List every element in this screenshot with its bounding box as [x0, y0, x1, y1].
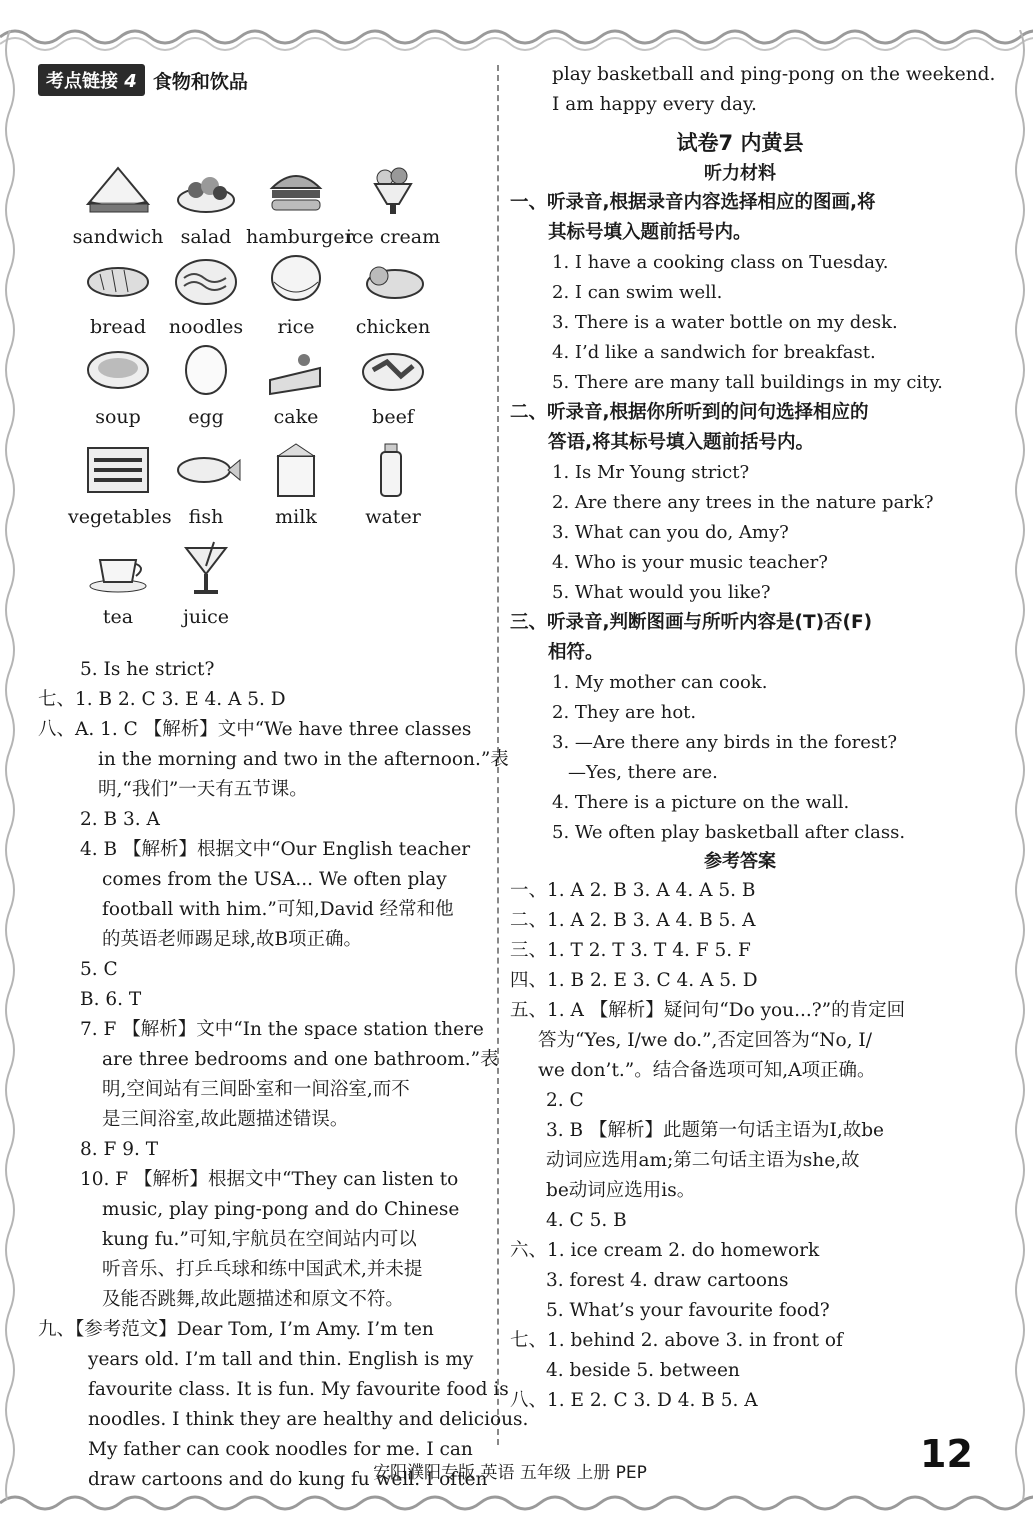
left-line: 5. Is he strict? — [80, 659, 215, 680]
answer-line: 3. forest 4. draw cartoons — [546, 1270, 789, 1291]
food-label: fish — [188, 506, 224, 528]
answer-line: 七、1. behind 2. above 3. in front of — [510, 1330, 843, 1351]
bread-icon — [82, 250, 154, 308]
tea-icon — [82, 540, 154, 598]
q3-heading-2: 相符。 — [548, 642, 604, 663]
food-item-beef — [343, 340, 443, 428]
food-item-chicken — [343, 250, 443, 338]
answer-line: 六、1. ice cream 2. do homework — [510, 1240, 820, 1261]
food-item-milk — [246, 440, 346, 528]
food-item-vegetables — [68, 440, 172, 528]
food-label: beef — [372, 406, 414, 428]
food-item-fish — [156, 440, 256, 528]
water-icon — [357, 440, 429, 498]
vegetables-icon — [82, 440, 154, 498]
food-item-rice — [246, 250, 346, 338]
food-item-bread — [68, 250, 168, 338]
listening-item: 4. Who is your music teacher? — [552, 552, 828, 573]
essay-continuation — [520, 60, 996, 120]
food-label: juice — [182, 606, 230, 628]
left-line: years old. I’m tall and thin. English is my — [88, 1349, 474, 1370]
footer-text: 安阳濮阳专版 英语 五年级 上册 PEP — [373, 1463, 647, 1483]
food-label: ice cream — [345, 226, 441, 248]
section-header — [38, 60, 488, 100]
left-line: 九、【参考范文】Dear Tom, I’m Amy. I’m ten — [38, 1319, 434, 1340]
left-line: 七、1. B 2. C 3. E 4. A 5. D — [38, 689, 286, 710]
food-label: noodles — [168, 316, 244, 338]
salad-icon — [170, 160, 242, 218]
left-line: 2. B 3. A — [80, 809, 160, 830]
answer-line: 五、1. A 【解析】疑问句“Do you...?”的肯定回 — [510, 1000, 906, 1021]
food-label: soup — [95, 406, 141, 428]
answer-line: 三、1. T 2. T 3. T 4. F 5. F — [510, 940, 751, 961]
juice-icon — [170, 540, 242, 598]
noodles-icon — [170, 250, 242, 308]
right-wave-border — [1010, 30, 1030, 1500]
left-line: football with him.”可知,David 经常和他 — [102, 899, 454, 920]
left-line: music, play ping-pong and do Chinese — [102, 1199, 460, 1220]
food-item-juice — [156, 540, 256, 628]
left-line: 7. F 【解析】文中“In the space station there — [80, 1019, 484, 1040]
listening-item: 2. I can swim well. — [552, 282, 723, 303]
left-line: 5. C — [80, 959, 118, 980]
answer-line: 动词应选用am;第二句话主语为she,故 — [546, 1150, 860, 1171]
food-label: rice — [277, 316, 315, 338]
left-line: 及能否跳舞,故此题描述和原文不符。 — [102, 1289, 404, 1310]
answer-line: 2. C — [546, 1090, 584, 1111]
left-line: kung fu.”可知,宇航员在空间站内可以 — [102, 1229, 417, 1250]
food-label: water — [365, 506, 421, 528]
left-line: 明,空间站有三间卧室和一间浴室,而不 — [102, 1079, 410, 1100]
listening-item: 3. What can you do, Amy? — [552, 522, 789, 543]
left-line: 10. F 【解析】根据文中“They can listen to — [80, 1169, 459, 1190]
answers-title: 参考答案 — [704, 851, 776, 872]
food-item-ice-cream — [343, 160, 443, 248]
food-label: hamburger — [246, 226, 354, 248]
left-line: 明,“我们”一天有五节课。 — [98, 779, 308, 800]
listening-item: 5. What would you like? — [552, 582, 771, 603]
listening-item: 5. There are many tall buildings in my city. — [552, 372, 943, 393]
food-item-egg — [156, 340, 256, 428]
rice-icon — [260, 250, 332, 308]
food-label: salad — [180, 226, 232, 248]
soup-icon — [82, 340, 154, 398]
q2-items — [520, 458, 960, 608]
left-line: 8. F 9. T — [80, 1139, 159, 1160]
left-line: My father can cook noodles for me. I can — [88, 1439, 473, 1460]
food-label: chicken — [355, 316, 431, 338]
food-item-hamburger — [246, 160, 354, 248]
food-item-tea — [68, 540, 168, 628]
food-label: sandwich — [72, 226, 164, 248]
answer-lines — [510, 876, 960, 1416]
cake-icon — [260, 340, 332, 398]
ice-cream-icon — [357, 160, 429, 218]
food-label: bread — [90, 316, 146, 338]
listening-item: 3. —Are there any birds in the forest? — [552, 732, 898, 753]
milk-icon — [260, 440, 332, 498]
beef-icon — [357, 340, 429, 398]
food-label: tea — [102, 606, 134, 628]
listening-item: 2. Are there any trees in the nature park? — [552, 492, 934, 513]
left-line: B. 6. T — [80, 989, 142, 1010]
listening-item: 1. Is Mr Young strict? — [552, 462, 750, 483]
food-item-water — [343, 440, 443, 528]
answer-line: 八、1. E 2. C 3. D 4. B 5. A — [510, 1390, 758, 1411]
q1-heading: 一、听录音,根据录音内容选择相应的图画,将 — [510, 192, 876, 213]
essay-line: play basketball and ping-pong on the weekend. — [552, 64, 996, 85]
egg-icon — [170, 340, 242, 398]
paper-title: 试卷7 内黄县 — [676, 131, 804, 155]
food-label: vegetables — [68, 506, 172, 528]
q2-heading: 二、听录音,根据你所听到的问句选择相应的 — [510, 402, 869, 423]
listening-title: 听力材料 — [704, 163, 776, 184]
food-vocabulary-grid — [38, 100, 488, 655]
food-label: egg — [188, 406, 224, 428]
food-item-cake — [246, 340, 346, 428]
listening-item: 2. They are hot. — [552, 702, 697, 723]
chicken-icon — [357, 250, 429, 308]
food-item-soup — [68, 340, 168, 428]
q3-heading: 三、听录音,判断图画与所听内容是(T)否(F) — [510, 612, 873, 633]
answer-line: 4. beside 5. between — [546, 1360, 740, 1381]
answer-line: be动词应选用is。 — [546, 1180, 696, 1201]
listening-item: 3. There is a water bottle on my desk. — [552, 312, 898, 333]
left-line: in the morning and two in the afternoon.”表 — [98, 749, 509, 770]
answer-line: 答为“Yes, I/we do.”,否定回答为“No, I/ — [538, 1030, 872, 1051]
left-line: 4. B 【解析】根据文中“Our English teacher — [80, 839, 471, 860]
left-line: 八、A. 1. C 【解析】文中“We have three classes — [38, 719, 472, 740]
q3-items — [520, 668, 960, 848]
q1-heading-2: 其标号填入题前括号内。 — [548, 222, 752, 243]
answer-line: 二、1. A 2. B 3. A 4. B 5. A — [510, 910, 756, 931]
listening-item: 5. We often play basketball after class. — [552, 822, 906, 843]
section-title: 食物和饮品 — [152, 70, 248, 93]
left-line: 的英语老师踢足球,故B项正确。 — [102, 929, 362, 950]
listening-item: —Yes, there are. — [568, 762, 718, 783]
answer-line: we don’t.”。结合备选项可知,A项正确。 — [538, 1060, 876, 1081]
top-wave-border — [0, 20, 1033, 54]
left-line: 是三间浴室,故此题描述错误。 — [102, 1109, 349, 1130]
left-line: comes from the USA... We often play — [102, 869, 447, 890]
answer-line: 4. C 5. B — [546, 1210, 627, 1231]
food-label: cake — [273, 406, 319, 428]
answer-line: 3. B 【解析】此题第一句话主语为I,故be — [546, 1120, 884, 1141]
left-line: 听音乐、打乒乓球和练中国武术,并未提 — [102, 1259, 423, 1280]
page-number: 12 — [920, 1432, 973, 1476]
left-line: are three bedrooms and one bathroom.”表 — [102, 1049, 499, 1070]
food-label: milk — [275, 506, 317, 528]
left-line: draw cartoons and do kung fu well. I often — [88, 1469, 488, 1490]
listening-item: 4. I’d like a sandwich for breakfast. — [552, 342, 876, 363]
answer-line: 5. What’s your favourite food? — [546, 1300, 830, 1321]
listening-item: 1. My mother can cook. — [552, 672, 768, 693]
section-tag: 考点链接 4 — [38, 64, 145, 96]
food-item-noodles — [156, 250, 256, 338]
hamburger-icon — [260, 160, 332, 218]
q2-heading-2: 答语,将其标号填入题前括号内。 — [548, 432, 815, 453]
left-wave-border — [0, 30, 20, 1500]
q1-items — [520, 248, 960, 398]
left-line: noodles. I think they are healthy and delicious. — [88, 1409, 529, 1430]
listening-item: 4. There is a picture on the wall. — [552, 792, 850, 813]
food-item-sandwich — [68, 160, 168, 248]
right-column — [510, 60, 996, 1416]
left-line: favourite class. It is fun. My favourite food is — [88, 1379, 509, 1400]
essay-line: I am happy every day. — [552, 94, 757, 115]
answer-line: 一、1. A 2. B 3. A 4. A 5. B — [510, 880, 756, 901]
food-item-salad — [156, 160, 256, 248]
sandwich-icon — [82, 160, 154, 218]
fish-icon — [170, 440, 242, 498]
listening-item: 1. I have a cooking class on Tuesday. — [552, 252, 889, 273]
answer-line: 四、1. B 2. E 3. C 4. A 5. D — [510, 970, 758, 991]
